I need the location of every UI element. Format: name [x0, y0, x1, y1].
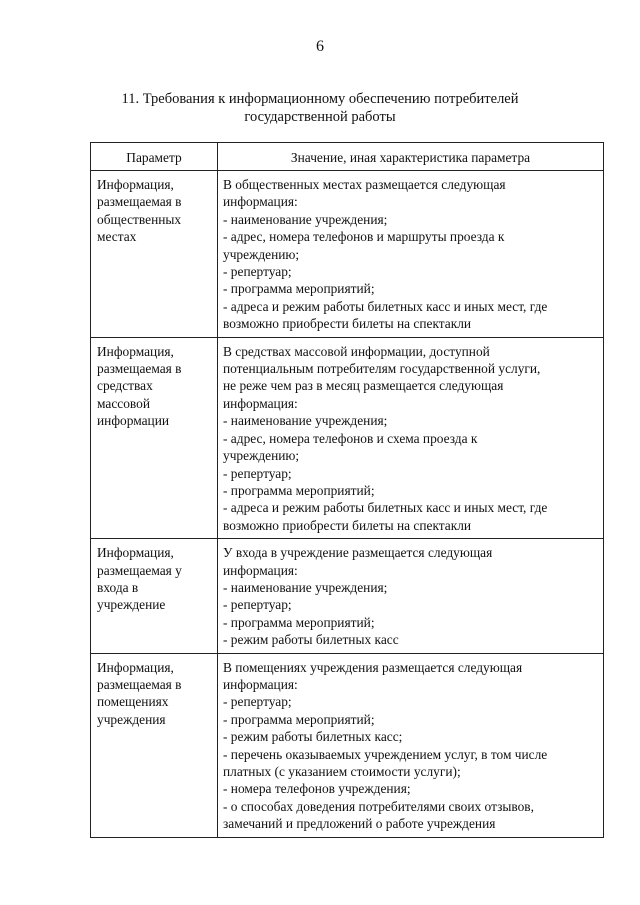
parameter-line: массовой: [97, 395, 151, 411]
value-line: информация:: [223, 395, 298, 411]
value-line: - о способах доведения потребителями своих отзывов,: [223, 798, 534, 814]
parameter-line: Информация,: [97, 177, 174, 192]
value-line: - наименование учреждения;: [223, 211, 388, 227]
value-line: платных (с указанием стоимости услуги);: [223, 764, 461, 779]
value-line: - программа мероприятий;: [223, 281, 375, 297]
header-value: Значение, иная характеристика параметра: [218, 143, 604, 171]
value-line: - номера телефонов учреждения;: [223, 781, 411, 797]
section-title-line-2: государственной работы: [244, 109, 396, 125]
value-line: - режим работы билетных касс: [223, 632, 399, 648]
value-line: информация:: [223, 562, 298, 578]
section-title: [0, 90, 640, 126]
header-parameter: Параметр: [91, 143, 218, 171]
value-line: У входа в учреждение размещается следующая: [223, 545, 493, 561]
value-line: - адрес, номера телефонов и схема проезда к: [223, 430, 478, 446]
value-line: информация:: [223, 676, 298, 692]
table-header-row: [91, 143, 604, 171]
value-line: - репертуар;: [223, 694, 292, 710]
value-line: учреждению;: [223, 246, 300, 262]
value-line: - репертуар;: [223, 597, 292, 613]
table-body: [91, 171, 604, 838]
parameter-line: учреждения: [97, 711, 166, 727]
value-cell: [218, 653, 604, 837]
table-row: [91, 171, 604, 338]
value-line: замечаний и предложений о работе учреждения: [223, 816, 496, 832]
parameter-cell: [91, 171, 218, 338]
value-line: - наименование учреждения;: [223, 413, 388, 429]
value-line: - адрес, номера телефонов и маршруты проезда к: [223, 229, 505, 245]
value-line: В общественных местах размещается следующая: [223, 177, 506, 192]
value-line: - репертуар;: [223, 264, 292, 280]
value-line: возможно приобрести билеты на спектакли: [223, 517, 472, 533]
value-line: учреждению;: [223, 448, 300, 464]
parameter-line: местах: [97, 229, 137, 245]
value-line: - адреса и режим работы билетных касс и иных мест, где: [223, 500, 548, 516]
parameter-cell: [91, 653, 218, 837]
requirements-table: [90, 142, 604, 838]
parameter-line: помещениях: [97, 694, 169, 710]
value-line: возможно приобрести билеты на спектакли: [223, 316, 472, 332]
parameter-cell: [91, 337, 218, 538]
value-line: - программа мероприятий;: [223, 614, 375, 630]
parameter-line: размещаемая в: [97, 361, 182, 377]
value-cell: [218, 171, 604, 338]
section-title-line-1: 11. Требования к информационному обеспечению потребителей: [121, 91, 519, 107]
parameter-line: размещаемая у: [97, 562, 182, 578]
value-cell: [218, 539, 604, 653]
parameter-line: Информация,: [97, 659, 174, 675]
value-line: - программа мероприятий;: [223, 711, 375, 727]
value-line: - адреса и режим работы билетных касс и иных мест, где: [223, 298, 548, 314]
value-line: информация:: [223, 194, 298, 210]
value-line: - режим работы билетных касс;: [223, 729, 403, 745]
parameter-line: размещаемая в: [97, 676, 182, 692]
parameter-cell: [91, 539, 218, 653]
value-line: не реже чем раз в месяц размещается следующая: [223, 378, 504, 394]
parameter-line: Информация,: [97, 343, 174, 359]
value-line: В средствах массовой информации, доступной: [223, 343, 490, 359]
value-line: - перечень оказываемых учреждением услуг, в том числе: [223, 746, 548, 762]
parameter-line: Информация,: [97, 545, 174, 561]
value-line: - программа мероприятий;: [223, 482, 375, 498]
parameter-line: средствах: [97, 378, 153, 394]
page-number: 6: [316, 38, 324, 55]
value-line: - наименование учреждения;: [223, 579, 388, 595]
value-line: - репертуар;: [223, 465, 292, 481]
table-row: [91, 539, 604, 653]
parameter-line: размещаемая в: [97, 194, 182, 210]
value-line: В помещениях учреждения размещается следующая: [223, 659, 523, 675]
value-cell: [218, 337, 604, 538]
parameter-line: информации: [97, 413, 170, 429]
parameter-line: входа в: [97, 579, 139, 595]
table-row: [91, 337, 604, 538]
parameter-line: учреждение: [97, 597, 166, 613]
parameter-line: общественных: [97, 211, 182, 227]
table-row: [91, 653, 604, 837]
value-line: потенциальным потребителям государственной услуги,: [223, 361, 541, 377]
